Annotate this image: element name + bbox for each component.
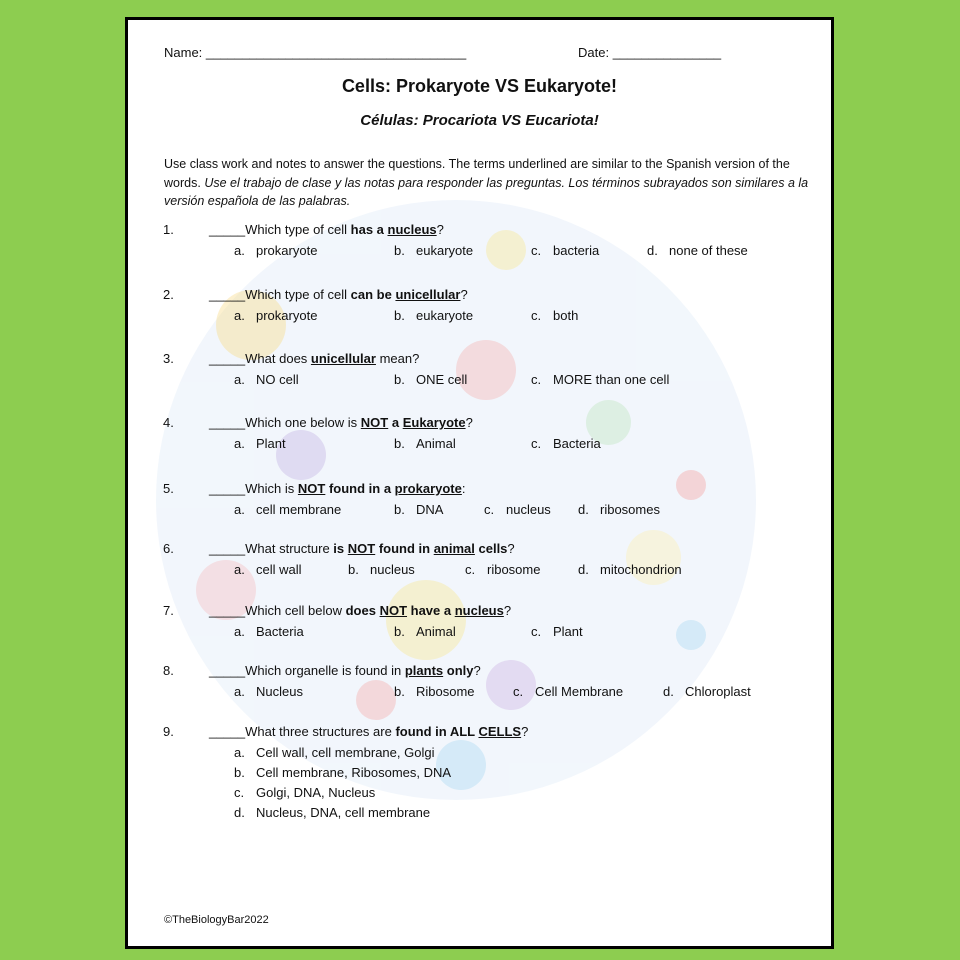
- answer-option[interactable]: [234, 745, 434, 760]
- question-number: 9.: [163, 724, 174, 739]
- option-letter: b.: [394, 624, 405, 639]
- question-text: nucleus: [454, 603, 504, 618]
- question-number: 2.: [163, 287, 174, 302]
- instructions: [164, 155, 814, 211]
- name-label: Name:: [164, 45, 203, 60]
- question-6: [163, 541, 515, 556]
- answer-option[interactable]: [465, 562, 540, 577]
- watermark-dot: [676, 620, 706, 650]
- answer-option[interactable]: [348, 562, 415, 577]
- date-label: Date:: [578, 45, 610, 60]
- question-text: unicellular: [395, 287, 461, 302]
- option-text: ribosome: [487, 562, 541, 577]
- question-text: found in ALL: [395, 724, 479, 739]
- option-letter: c.: [531, 372, 542, 387]
- option-letter: b.: [348, 562, 359, 577]
- answer-option[interactable]: [531, 436, 601, 451]
- question-number: 4.: [163, 415, 174, 430]
- answer-blank[interactable]: _____: [209, 287, 246, 302]
- option-letter: d.: [234, 805, 245, 820]
- question-text: found in a: [325, 481, 395, 496]
- option-letter: d.: [663, 684, 674, 699]
- option-text: Nucleus: [256, 684, 303, 699]
- watermark-dot: [486, 230, 526, 270]
- name-blank: ____________________________________: [205, 45, 467, 60]
- question-text: Which one below is: [245, 415, 361, 430]
- option-text: Animal: [416, 436, 456, 451]
- question-text: animal: [433, 541, 475, 556]
- question-text: Which type of cell: [245, 222, 351, 237]
- option-letter: a.: [234, 372, 245, 387]
- option-text: bacteria: [553, 243, 600, 258]
- option-text: prokaryote: [256, 243, 318, 258]
- option-text: Plant: [553, 624, 583, 639]
- answer-option[interactable]: [394, 684, 475, 699]
- answer-option[interactable]: [234, 372, 299, 387]
- date-field[interactable]: [578, 45, 721, 60]
- answer-option[interactable]: [531, 308, 578, 323]
- option-text: eukaryote: [416, 243, 474, 258]
- answer-option[interactable]: [531, 624, 583, 639]
- answer-option[interactable]: [234, 684, 303, 699]
- option-text: Animal: [416, 624, 456, 639]
- question-number: 7.: [163, 603, 174, 618]
- option-letter: c.: [484, 502, 495, 517]
- option-letter: b.: [394, 502, 405, 517]
- question-text: only: [443, 663, 474, 678]
- option-text: Bacteria: [256, 624, 304, 639]
- option-letter: a.: [234, 745, 245, 760]
- question-text: have a: [407, 603, 455, 618]
- option-text: Chloroplast: [685, 684, 751, 699]
- option-text: Plant: [256, 436, 286, 451]
- option-text: Cell wall, cell membrane, Golgi: [256, 745, 435, 760]
- option-text: mitochondrion: [600, 562, 682, 577]
- question-5: [163, 481, 466, 496]
- question-text: mean?: [375, 351, 420, 366]
- option-letter: a.: [234, 684, 245, 699]
- option-letter: d.: [578, 562, 589, 577]
- watermark-dot: [456, 340, 516, 400]
- answer-option[interactable]: [394, 308, 473, 323]
- question-text: ?: [436, 222, 444, 237]
- question-3: [163, 351, 419, 366]
- question-text: can be: [350, 287, 396, 302]
- question-8: [163, 663, 481, 678]
- option-text: Bacteria: [553, 436, 601, 451]
- page-subtitle: Células: Procariota VS Eucariota!: [360, 112, 599, 129]
- answer-blank[interactable]: _____: [209, 481, 246, 496]
- option-text: Cell Membrane: [535, 684, 624, 699]
- option-text: both: [553, 308, 579, 323]
- question-text: ?: [465, 415, 473, 430]
- footer-copyright: ©TheBiologyBar2022: [164, 914, 269, 926]
- option-letter: c.: [531, 624, 542, 639]
- answer-blank[interactable]: _____: [209, 351, 246, 366]
- question-text: ?: [473, 663, 481, 678]
- page-title: Cells: Prokaryote VS Eukaryote!: [341, 76, 618, 96]
- question-text: What does: [245, 351, 311, 366]
- answer-option[interactable]: [234, 624, 304, 639]
- watermark-dot: [676, 470, 706, 500]
- option-letter: b.: [394, 243, 405, 258]
- answer-blank[interactable]: _____: [209, 541, 246, 556]
- watermark-dot: [356, 680, 396, 720]
- answer-option[interactable]: [394, 624, 456, 639]
- answer-option[interactable]: [394, 243, 473, 258]
- question-text: plants: [404, 663, 444, 678]
- watermark-dot: [386, 580, 466, 660]
- option-text: Ribosome: [416, 684, 475, 699]
- question-text: cells: [474, 541, 508, 556]
- option-letter: b.: [394, 436, 405, 451]
- option-text: NO cell: [256, 372, 299, 387]
- option-text: cell membrane: [256, 502, 342, 517]
- option-text: cell wall: [256, 562, 302, 577]
- question-text: ?: [521, 724, 529, 739]
- option-text: Cell membrane, Ribosomes, DNA: [256, 765, 452, 780]
- answer-option[interactable]: [234, 765, 451, 780]
- option-letter: b.: [234, 765, 245, 780]
- option-letter: c.: [531, 308, 542, 323]
- question-number: 3.: [163, 351, 174, 366]
- option-letter: b.: [394, 308, 405, 323]
- option-letter: c.: [513, 684, 524, 699]
- option-text: nucleus: [370, 562, 415, 577]
- question-text: NOT: [360, 415, 389, 430]
- question-7: [163, 603, 511, 618]
- answer-blank[interactable]: _____: [209, 663, 246, 678]
- option-letter: b.: [394, 372, 405, 387]
- question-2: [163, 287, 468, 302]
- name-field[interactable]: [164, 45, 466, 60]
- option-text: Golgi, DNA, Nucleus: [256, 785, 376, 800]
- question-text: What structure: [245, 541, 334, 556]
- worksheet-page: [125, 17, 834, 949]
- option-letter: a.: [234, 624, 245, 639]
- question-text: nucleus: [387, 222, 437, 237]
- answer-option[interactable]: [234, 308, 317, 323]
- answer-option[interactable]: [663, 684, 751, 699]
- question-text: NOT: [347, 541, 376, 556]
- option-text: eukaryote: [416, 308, 474, 323]
- instructions-es: Use el trabajo de clase y las notas para responder las preguntas. Los términos subrayados son similares a la versión española de las palabras.: [164, 175, 809, 208]
- answer-option[interactable]: [234, 502, 341, 517]
- option-text: nucleus: [506, 502, 551, 517]
- option-letter: c.: [465, 562, 476, 577]
- option-letter: a.: [234, 243, 245, 258]
- question-text: Which type of cell: [245, 287, 351, 302]
- question-number: 5.: [163, 481, 174, 496]
- answer-option[interactable]: [234, 805, 430, 820]
- question-1: [163, 222, 444, 237]
- question-text: has a: [350, 222, 388, 237]
- answer-blank[interactable]: _____: [209, 603, 246, 618]
- option-letter: c.: [234, 785, 245, 800]
- answer-option[interactable]: [647, 243, 748, 258]
- option-text: prokaryote: [256, 308, 318, 323]
- answer-option[interactable]: [484, 502, 551, 517]
- question-text: does: [345, 603, 380, 618]
- question-text: Eukaryote: [402, 415, 466, 430]
- question-number: 6.: [163, 541, 174, 556]
- answer-option[interactable]: [578, 562, 682, 577]
- option-letter: a.: [234, 562, 245, 577]
- answer-option[interactable]: [234, 243, 317, 258]
- answer-option[interactable]: [234, 785, 375, 800]
- option-text: DNA: [416, 502, 444, 517]
- question-text: ?: [503, 603, 512, 618]
- question-9: [163, 724, 528, 739]
- option-letter: c.: [531, 436, 542, 451]
- option-letter: b.: [394, 684, 405, 699]
- answer-option[interactable]: [394, 372, 467, 387]
- question-text: found in: [375, 541, 434, 556]
- answer-blank[interactable]: _____: [209, 724, 246, 739]
- answer-option[interactable]: [394, 436, 456, 451]
- option-letter: c.: [531, 243, 542, 258]
- question-text: Which is: [245, 481, 298, 496]
- question-text: is: [333, 541, 348, 556]
- question-text: CELLS: [478, 724, 522, 739]
- answer-option[interactable]: [234, 436, 286, 451]
- question-number: 1.: [163, 222, 174, 237]
- option-text: ONE cell: [416, 372, 468, 387]
- question-text: :: [461, 481, 466, 496]
- question-text: What three structures are: [245, 724, 396, 739]
- instructions-en: Use class work and notes to answer the questions. The terms underlined are similar to the Spanish version of the words.: [164, 157, 790, 190]
- question-4: [163, 415, 473, 430]
- option-letter: a.: [234, 308, 245, 323]
- question-text: NOT: [379, 603, 408, 618]
- option-letter: d.: [647, 243, 658, 258]
- answer-option[interactable]: [578, 502, 660, 517]
- question-text: ?: [460, 287, 468, 302]
- question-text: ?: [507, 541, 515, 556]
- answer-option[interactable]: [531, 243, 599, 258]
- question-text: Which cell below: [245, 603, 346, 618]
- question-text: prokaryote: [394, 481, 462, 496]
- answer-option[interactable]: [234, 562, 302, 577]
- option-text: ribosomes: [600, 502, 660, 517]
- option-text: MORE than one cell: [553, 372, 670, 387]
- option-letter: d.: [578, 502, 589, 517]
- answer-blank[interactable]: _____: [209, 415, 246, 430]
- option-text: Nucleus, DNA, cell membrane: [256, 805, 431, 820]
- answer-blank[interactable]: _____: [209, 222, 246, 237]
- question-number: 8.: [163, 663, 174, 678]
- question-text: Which organelle is found in: [245, 663, 405, 678]
- answer-option[interactable]: [531, 372, 669, 387]
- option-letter: a.: [234, 436, 245, 451]
- option-text: none of these: [669, 243, 748, 258]
- question-text: NOT: [297, 481, 326, 496]
- option-letter: a.: [234, 502, 245, 517]
- question-text: unicellular: [310, 351, 376, 366]
- question-text: a: [388, 415, 403, 430]
- answer-option[interactable]: [513, 684, 623, 699]
- answer-option[interactable]: [394, 502, 443, 517]
- date-blank: _______________: [612, 45, 722, 60]
